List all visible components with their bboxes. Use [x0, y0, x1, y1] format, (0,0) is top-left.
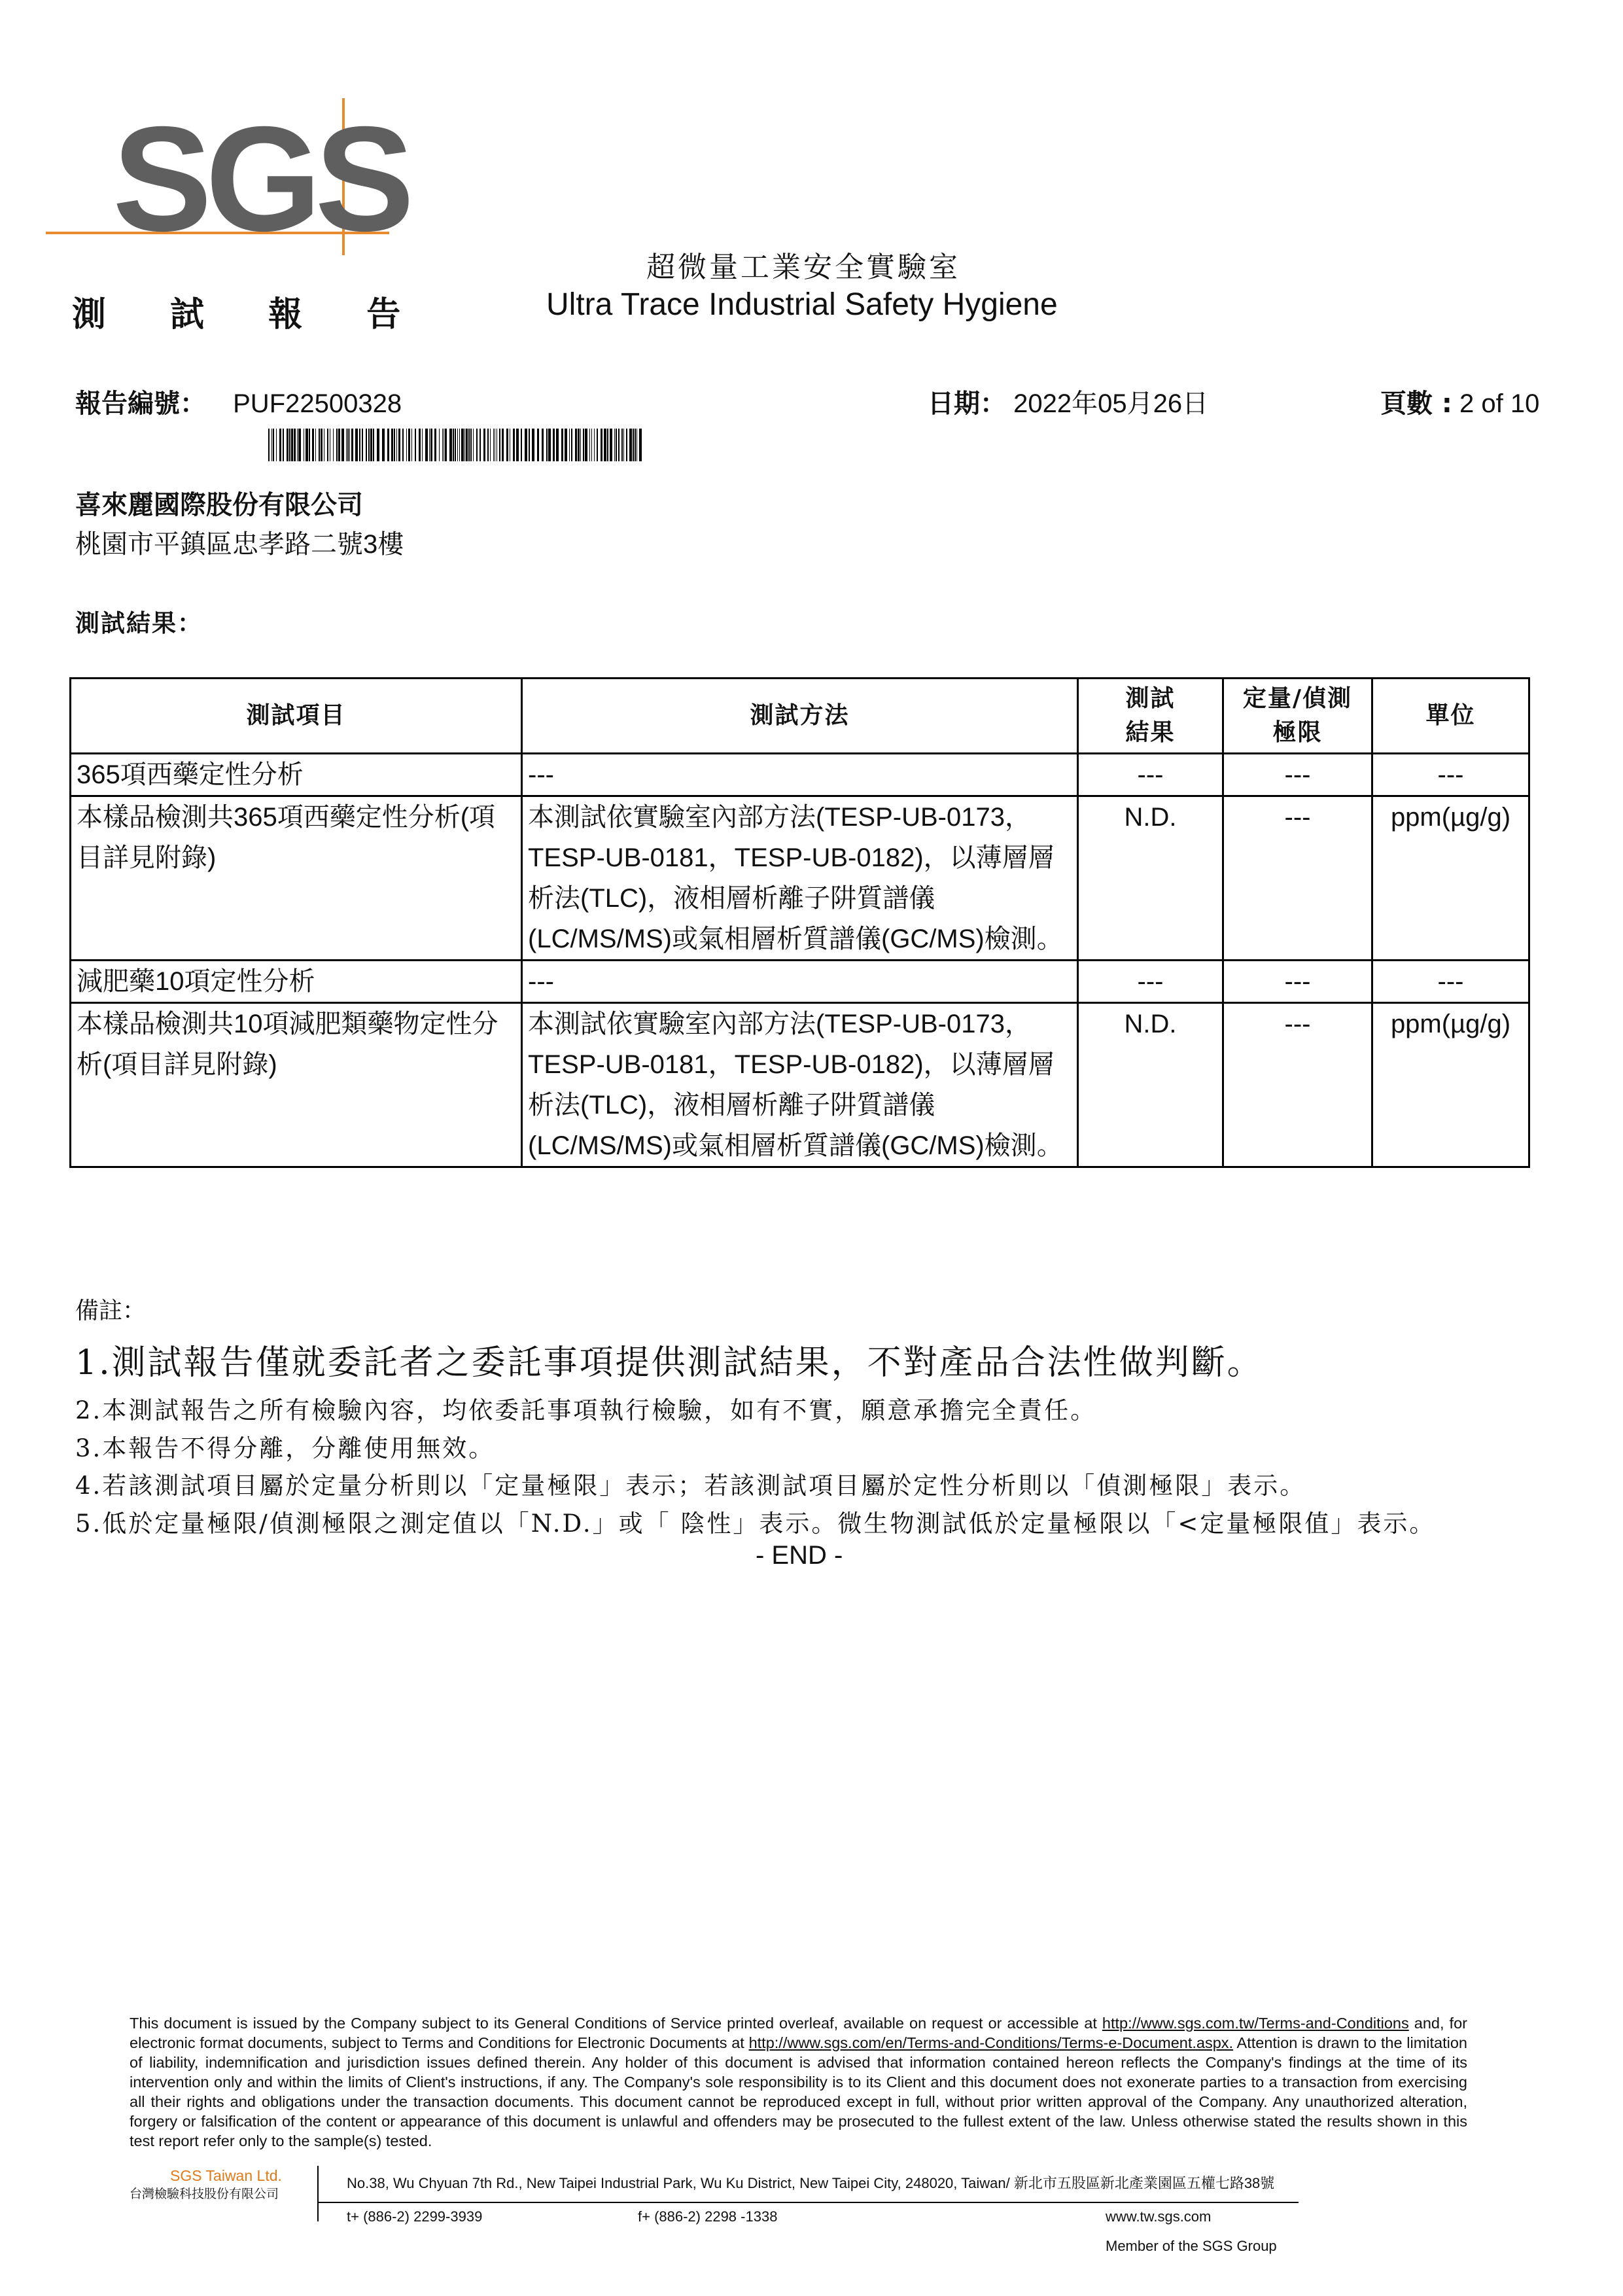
- cell-unit: ppm(µg/g): [1372, 1003, 1529, 1167]
- e-document-terms-link[interactable]: http://www.sgs.com/en/Terms-and-Conditions/Terms-e-Document.aspx.: [748, 2034, 1234, 2051]
- cell-limit: ---: [1223, 754, 1372, 796]
- barcode: [268, 429, 644, 461]
- header-test-method: 測試方法: [522, 679, 1078, 754]
- note-item: 1.測試報告僅就委託者之委託事項提供測試結果，不對產品合法性做判斷。: [75, 1343, 1263, 1383]
- logo-wordmark: SGS: [113, 96, 408, 262]
- footer-company-en: SGS Taiwan Ltd.: [170, 2167, 282, 2184]
- end-marker: - END -: [756, 1541, 843, 1570]
- page-value: 2 of 10: [1459, 389, 1540, 418]
- cell-method: ---: [522, 961, 1078, 1003]
- disclaimer-text: This document is issued by the Company subject to its General Conditions of Service printed overleaf, available on request or accessible at: [130, 2015, 1102, 2032]
- cell-result: N.D.: [1078, 1003, 1223, 1167]
- footer-divider: [317, 2202, 1299, 2203]
- cell-method: ---: [522, 754, 1078, 796]
- footer-member: Member of the SGS Group: [1106, 2238, 1277, 2254]
- footer-fax: f+ (886-2) 2298 -1338: [638, 2208, 778, 2225]
- cell-unit: ppm(µg/g): [1372, 796, 1529, 961]
- disclaimer: [130, 2013, 1467, 2151]
- cell-result: N.D.: [1078, 796, 1223, 961]
- note-item: 5.低於定量極限/偵測極限之測定值以「N.D.」或「 陰性」表示。微生物測試低於定量極限以「<定量極限值」表示。: [75, 1510, 1436, 1538]
- footer-divider-vertical: [317, 2166, 319, 2221]
- results-table: [69, 677, 1530, 1168]
- notes-label: 備註：: [75, 1298, 147, 1324]
- cell-unit: ---: [1372, 961, 1529, 1003]
- header-test-item: 測試項目: [71, 679, 522, 754]
- date-label: 日期：: [928, 389, 1006, 419]
- table-header-row: [71, 679, 1529, 754]
- cell-item: 減肥藥10項定性分析: [71, 961, 522, 1003]
- cell-limit: ---: [1223, 796, 1372, 961]
- footer-website: www.tw.sgs.com: [1106, 2208, 1212, 2225]
- cell-result: ---: [1078, 961, 1223, 1003]
- disclaimer-text: and, for electronic format documents, subject to Terms and Conditions for Electronic Documents at: [130, 2015, 1467, 2051]
- page-label: 頁數 :: [1380, 389, 1452, 419]
- report-date: [928, 383, 1208, 420]
- footer-company-cn: 台灣檢驗科技股份有限公司: [130, 2187, 279, 2201]
- cell-item: 本樣品檢測共10項減肥類藥物定性分析(項目詳見附錄): [71, 1003, 522, 1167]
- cell-method: 本測試依實驗室內部方法(TESP-UB-0173，TESP-UB-0181，TESP-UB-0182)，以薄層層析法(TLC)，液相層析離子阱質譜儀(LC/MS/MS)或氣相層析質譜儀(GC/MS)檢測。: [522, 796, 1078, 961]
- lab-name-en: Ultra Trace Industrial Safety Hygiene: [546, 287, 1058, 322]
- terms-link[interactable]: http://www.sgs.com.tw/Terms-and-Conditions: [1102, 2015, 1409, 2032]
- report-number: [75, 383, 402, 420]
- lab-name-cn: 超微量工業安全實驗室: [646, 251, 960, 284]
- table-row: [71, 1003, 1529, 1167]
- table-row: [71, 796, 1529, 961]
- report-number-label: 報告編號：: [75, 389, 206, 419]
- cell-result: ---: [1078, 754, 1223, 796]
- disclaimer-text: Attention is drawn to the limitation of liability, indemnification and jurisdiction issues defined therein. Any holder of this document is advised that information contained hereon reflects the Company's findings at the time of its intervention only and within the limits of Client's instructions, if any. The Company's sole responsibility is to its Client and this document does not exonerate parties to a transaction from exercising all their rights and obligations under the transaction documents. This document cannot be reproduced except in full, without prior written approval of the Company. Any unauthorized alteration, forgery or falsification of the content or appearance of this document is unlawful and offenders may be prosecuted to the fullest extent of the law. Unless otherwise stated the results shown in this test report refer only to the sample(s) tested.: [130, 2034, 1468, 2149]
- cell-unit: ---: [1372, 754, 1529, 796]
- note-item: 2.本測試報告之所有檢驗內容，均依委託事項執行檢驗，如有不實，願意承擔完全責任。: [75, 1396, 1097, 1424]
- header-limit: 定量/偵測 極限: [1223, 679, 1372, 754]
- footer-tel: t+ (886-2) 2299-3939: [347, 2208, 483, 2225]
- client-address: 桃園市平鎮區忠孝路二號3樓: [75, 530, 404, 559]
- cell-method: 本測試依實驗室內部方法(TESP-UB-0173，TESP-UB-0181，TESP-UB-0182)，以薄層層析法(TLC)，液相層析離子阱質譜儀(LC/MS/MS)或氣相層析質譜儀(GC/MS)檢測。: [522, 1003, 1078, 1167]
- cell-limit: ---: [1223, 961, 1372, 1003]
- cell-item: 本樣品檢測共365項西藥定性分析(項目詳見附錄): [71, 796, 522, 961]
- cell-item: 365項西藥定性分析: [71, 754, 522, 796]
- results-label: 測試結果：: [75, 609, 203, 637]
- date-value: 2022年05月26日: [1013, 389, 1209, 418]
- footer-address: No.38, Wu Chyuan 7th Rd., New Taipei Industrial Park, Wu Ku District, New Taipei City, 248020, Taiwan/ 新北市五股區新北產業園區五權七路38號: [347, 2175, 1275, 2191]
- note-item: 4.若該測試項目屬於定量分析則以「定量極限」表示；若該測試項目屬於定性分析則以「偵測極限」表示。: [75, 1472, 1306, 1500]
- cell-limit: ---: [1223, 1003, 1372, 1167]
- note-item: 3.本報告不得分離，分離使用無效。: [75, 1434, 495, 1462]
- client-name: 喜來麗國際股份有限公司: [75, 491, 363, 520]
- header-test-result: 測試 結果: [1078, 679, 1223, 754]
- header-unit: 單位: [1372, 679, 1529, 754]
- page-count: [1380, 383, 1539, 420]
- table-row: [71, 754, 1529, 796]
- report-title: 測 試 報 告: [72, 294, 427, 334]
- report-number-value: PUF22500328: [233, 389, 402, 418]
- table-row: [71, 961, 1529, 1003]
